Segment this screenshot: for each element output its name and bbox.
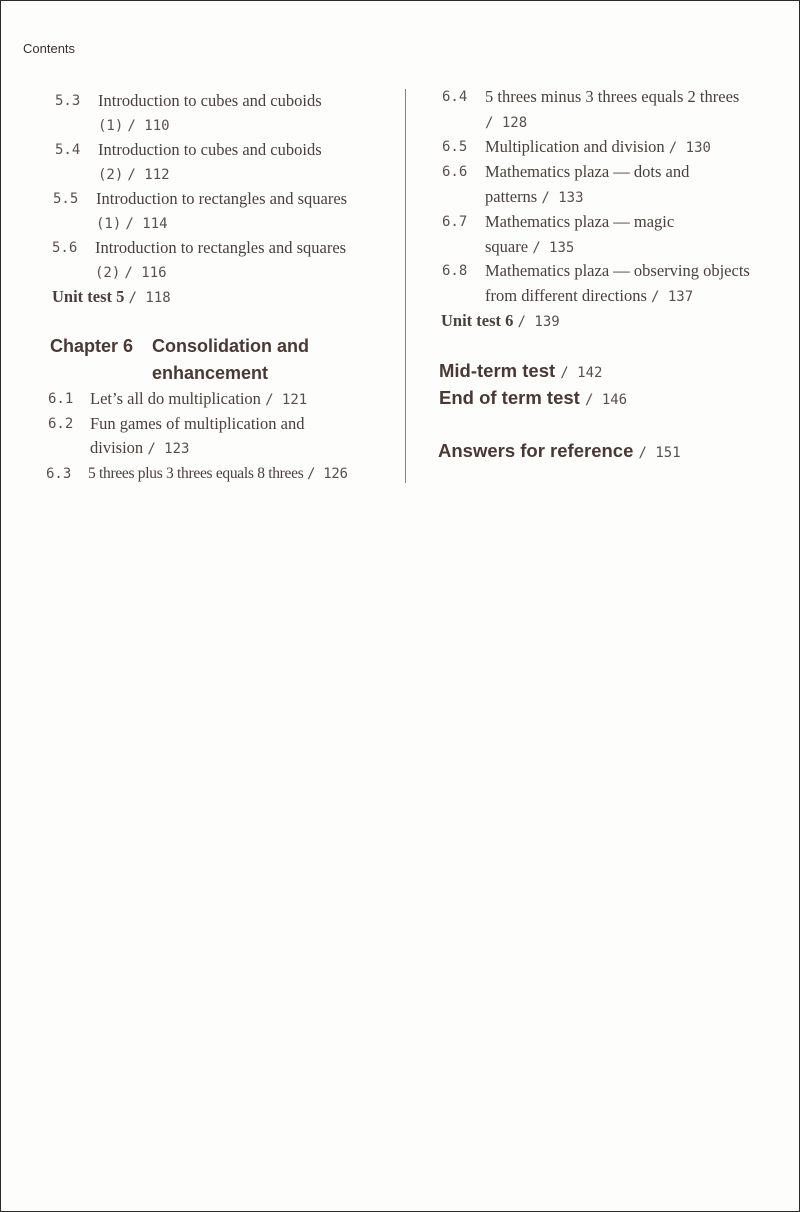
chapter-number: Chapter 6: [50, 336, 134, 356]
entry-continuation: (2) / 116: [95, 265, 167, 281]
page-number: / 126: [307, 466, 348, 482]
entry-number: 6.5: [442, 139, 468, 155]
entry-number: 5.4: [55, 142, 81, 158]
page-number: / 110: [127, 118, 170, 134]
entry-number: 6.2: [48, 416, 74, 432]
entry-number: 6.1: [48, 391, 74, 407]
entry-continuation: (1) / 110: [98, 118, 170, 134]
page-number: / 135: [532, 240, 575, 256]
page-number: / 142: [560, 365, 603, 381]
entry-number: 6.3: [46, 466, 72, 482]
entry-continuation: [485, 112, 527, 133]
entry-title: Introduction to cubes and cuboids: [98, 140, 322, 159]
page-number: / 116: [124, 265, 167, 281]
page-number: / 146: [584, 392, 628, 408]
page-number: / 118: [128, 290, 171, 306]
page-number: / 112: [127, 167, 170, 183]
end-of-term-test: End of term test / 146: [439, 387, 628, 408]
entry-continuation: square / 135: [485, 237, 575, 256]
page-number: / 133: [541, 190, 584, 206]
page-number: / 128: [485, 115, 528, 131]
entry-number: 5.3: [55, 93, 81, 109]
page-number: / 121: [265, 392, 308, 408]
entry-title: Introduction to rectangles and squares: [95, 238, 347, 257]
entry-number: 6.4: [442, 89, 468, 105]
entry-number: 6.8: [442, 263, 468, 279]
entry-continuation: patterns / 133: [485, 187, 584, 206]
entry-number: 5.5: [53, 191, 79, 207]
entry-title: Introduction to cubes and cuboids: [98, 91, 322, 110]
unit-test-5: Unit test 5 / 118: [52, 287, 171, 306]
entry-title: Multiplication and division / 130: [485, 137, 711, 156]
chapter-title-continuation: enhancement: [152, 363, 269, 383]
entry-title: Mathematics plaza — dots and: [485, 162, 690, 181]
entry-continuation: (2) / 112: [98, 167, 170, 183]
page-number: / 123: [147, 441, 190, 457]
entry-continuation: division / 123: [90, 438, 190, 457]
answers-for-reference: Answers for reference / 151: [438, 440, 681, 461]
entry-title: Mathematics plaza — observing objects: [485, 261, 750, 280]
entry-continuation: (1) / 114: [96, 216, 168, 232]
running-head: Contents: [23, 41, 76, 56]
chapter-title: Consolidation and: [152, 336, 309, 356]
page-number: / 139: [517, 314, 560, 330]
entry-continuation: from different directions / 137: [485, 286, 694, 305]
page-number: / 114: [125, 216, 168, 232]
entry-title: Introduction to rectangles and squares: [96, 189, 348, 208]
unit-test-6: Unit test 6 / 139: [441, 311, 560, 330]
column-divider: [405, 89, 406, 483]
entry-title: Let’s all do multiplication / 121: [90, 389, 308, 408]
entry-title: 5 threes minus 3 threes equals 2 threes: [485, 87, 740, 106]
mid-term-test: Mid-term test / 142: [439, 360, 603, 381]
entry-number: 6.7: [442, 214, 468, 230]
entry-number: 6.6: [442, 164, 468, 180]
page-number: / 137: [651, 289, 694, 305]
entry-title: 5 threes plus 3 threes equals 8 threes / 126: [88, 465, 348, 482]
page-number: / 151: [638, 445, 681, 461]
entry-title: Mathematics plaza — magic: [485, 212, 675, 231]
page-number: / 130: [668, 140, 711, 156]
entry-title: Fun games of multiplication and: [90, 414, 305, 433]
entry-number: 5.6: [52, 240, 78, 256]
